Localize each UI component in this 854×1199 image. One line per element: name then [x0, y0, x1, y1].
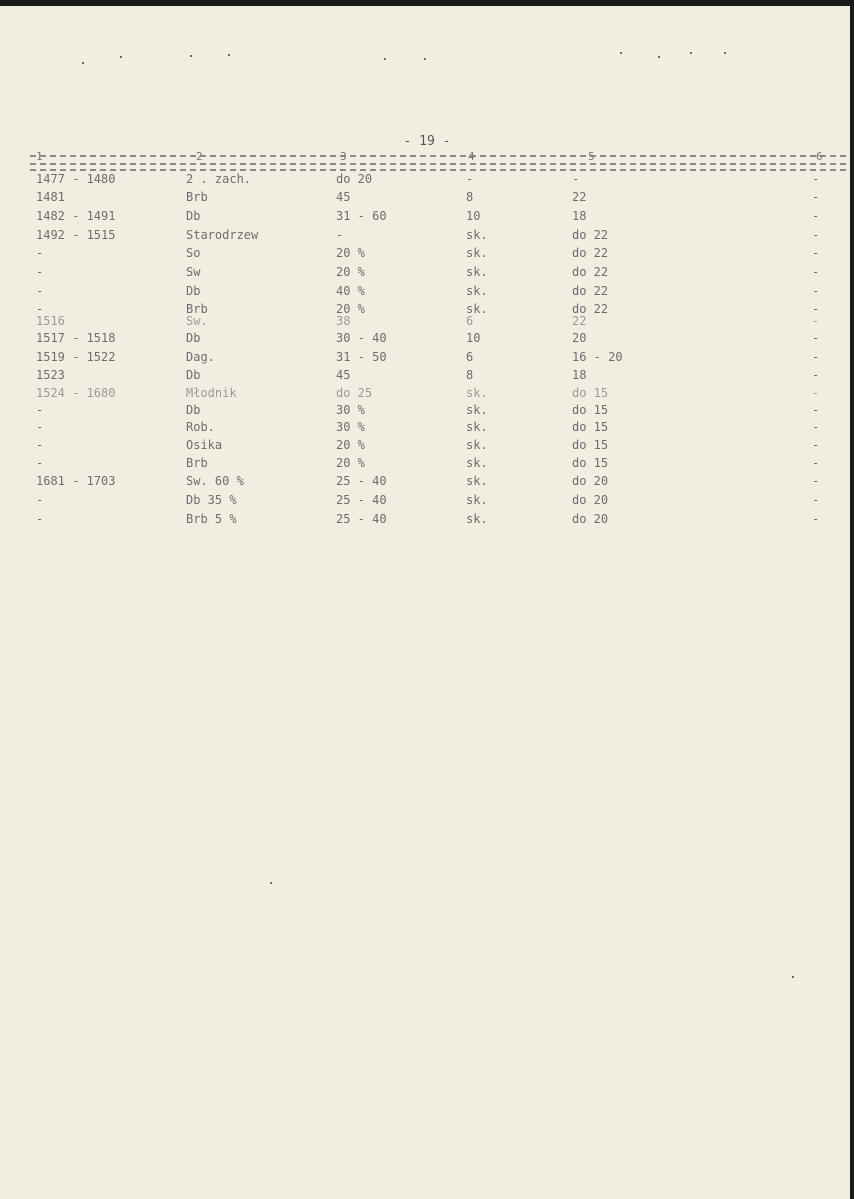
table-cell-col-3: 30 % [336, 420, 365, 434]
table-row [0, 491, 854, 509]
table-cell-col-1: 1524 - 1680 [36, 386, 116, 400]
table-cell-col-2: Dag. [186, 350, 215, 364]
table-cell-col-2: Db [186, 403, 201, 417]
table-row [0, 188, 854, 206]
scan-speck [424, 58, 426, 60]
table-cell-col-2: Brb [186, 302, 208, 316]
table-cell-col-6: - [812, 314, 820, 328]
table-cell-col-5: 22 [572, 314, 587, 328]
table-cell-col-2: Starodrzew [186, 228, 259, 242]
table-row [0, 282, 854, 300]
table-cell-col-6: - [812, 403, 820, 417]
table-cell-col-1: - [36, 438, 44, 452]
table-cell-col-6: - [812, 438, 820, 452]
table-cell-col-4: 8 [466, 368, 474, 382]
table-cell-col-6: - [812, 265, 820, 279]
table-cell-col-6: - [812, 420, 820, 434]
scan-speck [792, 976, 794, 978]
table-cell-col-6: - [812, 368, 820, 382]
table-row [0, 384, 854, 402]
table-cell-col-6: - [812, 512, 820, 526]
table-row [0, 418, 854, 436]
table-cell-col-3: 20 % [336, 302, 365, 316]
table-row [0, 348, 854, 366]
table-row [0, 510, 854, 528]
table-row [0, 263, 854, 281]
table-cell-col-3: 45 [336, 368, 351, 382]
table-cell-col-5: do 15 [572, 456, 609, 470]
table-cell-col-4: sk. [466, 265, 488, 279]
table-cell-col-5: do 22 [572, 228, 609, 242]
table-cell-col-5: do 15 [572, 403, 609, 417]
table-cell-col-3: 20 % [336, 456, 365, 470]
table-cell-col-1: - [36, 246, 44, 260]
table-cell-col-2: Rob. [186, 420, 215, 434]
table-cell-col-3: 38 [336, 314, 351, 328]
table-cell-col-6: - [812, 302, 820, 316]
table-cell-col-6: - [812, 456, 820, 470]
table-row [0, 401, 854, 419]
table-row [0, 454, 854, 472]
table-cell-col-6: - [812, 172, 820, 186]
table-cell-col-5: do 22 [572, 265, 609, 279]
table-cell-col-3: 31 - 60 [336, 209, 387, 223]
table-cell-col-5: do 20 [572, 493, 609, 507]
table-row [0, 226, 854, 244]
column-header-6: 6 [816, 150, 823, 163]
table-cell-col-3: 30 - 40 [336, 331, 387, 345]
table-cell-col-6: - [812, 493, 820, 507]
table-cell-col-2: Sw. 60 % [186, 474, 244, 488]
table-cell-col-3: 20 % [336, 246, 365, 260]
table-cell-col-1: 1477 - 1480 [36, 172, 116, 186]
table-cell-col-4: sk. [466, 403, 488, 417]
scan-speck [120, 56, 122, 58]
table-cell-col-3: 31 - 50 [336, 350, 387, 364]
header-rule-middle [30, 163, 846, 165]
table-cell-col-3: 20 % [336, 265, 365, 279]
table-cell-col-5: 18 [572, 209, 587, 223]
table-cell-col-3: do 25 [336, 386, 373, 400]
table-cell-col-2: Brb [186, 190, 208, 204]
table-cell-col-4: sk. [466, 420, 488, 434]
table-cell-col-3: 20 % [336, 438, 365, 452]
table-cell-col-6: - [812, 228, 820, 242]
table-cell-col-4: sk. [466, 438, 488, 452]
column-header-3: 3 [340, 150, 347, 163]
table-cell-col-5: do 22 [572, 284, 609, 298]
table-cell-col-1: - [36, 302, 44, 316]
table-cell-col-2: Sw. [186, 314, 208, 328]
table-cell-col-1: 1523 [36, 368, 65, 382]
table-cell-col-3: 25 - 40 [336, 493, 387, 507]
table-row [0, 436, 854, 454]
table-row [0, 329, 854, 347]
table-cell-col-5: 16 - 20 [572, 350, 623, 364]
table-cell-col-4: 10 [466, 331, 481, 345]
table-cell-col-2: Sw [186, 265, 201, 279]
table-cell-col-6: - [812, 284, 820, 298]
table-cell-col-1: 1481 [36, 190, 65, 204]
scan-speck [190, 55, 192, 57]
table-cell-col-4: sk. [466, 302, 488, 316]
table-cell-col-1: - [36, 420, 44, 434]
table-row [0, 472, 854, 490]
table-cell-col-1: 1517 - 1518 [36, 331, 116, 345]
table-cell-col-4: sk. [466, 456, 488, 470]
table-cell-col-5: 18 [572, 368, 587, 382]
table-cell-col-2: Młodnik [186, 386, 237, 400]
table-cell-col-5: do 20 [572, 474, 609, 488]
table-cell-col-6: - [812, 331, 820, 345]
table-cell-col-6: - [812, 209, 820, 223]
table-cell-col-1: - [36, 512, 44, 526]
table-cell-col-6: - [812, 474, 820, 488]
column-header-4: 4 [468, 150, 475, 163]
table-cell-col-5: 22 [572, 190, 587, 204]
table-cell-col-6: - [812, 246, 820, 260]
table-cell-col-5: do 15 [572, 386, 609, 400]
table-cell-col-4: sk. [466, 246, 488, 260]
page-number: - 19 - [403, 134, 451, 149]
table-cell-col-1: - [36, 493, 44, 507]
table-cell-col-5: do 22 [572, 246, 609, 260]
table-cell-col-6: - [812, 350, 820, 364]
table-cell-col-1: 1519 - 1522 [36, 350, 116, 364]
table-cell-col-4: - [466, 172, 474, 186]
table-cell-col-1: 1482 - 1491 [36, 209, 116, 223]
table-cell-col-3: 25 - 40 [336, 474, 387, 488]
table-cell-col-4: sk. [466, 386, 488, 400]
table-cell-col-4: 8 [466, 190, 474, 204]
table-cell-col-1: 1681 - 1703 [36, 474, 116, 488]
table-row [0, 207, 854, 225]
table-cell-col-1: - [36, 403, 44, 417]
column-header-2: 2 [196, 150, 203, 163]
table-cell-col-5: do 15 [572, 438, 609, 452]
table-cell-col-4: 10 [466, 209, 481, 223]
table-cell-col-2: 2 . zach. [186, 172, 252, 186]
table-cell-col-2: Db [186, 331, 201, 345]
table-cell-col-3: 30 % [336, 403, 365, 417]
table-cell-col-2: So [186, 246, 201, 260]
table-cell-col-2: Db 35 % [186, 493, 237, 507]
table-cell-col-5: - [572, 172, 580, 186]
table-row [0, 312, 854, 330]
table-cell-col-1: 1492 - 1515 [36, 228, 116, 242]
table-cell-col-4: sk. [466, 284, 488, 298]
table-cell-col-4: sk. [466, 493, 488, 507]
table-row [0, 366, 854, 384]
table-cell-col-6: - [812, 190, 820, 204]
scan-speck [384, 58, 386, 60]
table-cell-col-4: 6 [466, 350, 474, 364]
table-cell-col-1: - [36, 456, 44, 470]
scan-speck [724, 52, 726, 54]
table-cell-col-4: 6 [466, 314, 474, 328]
scan-speck [658, 56, 660, 58]
table-cell-col-5: do 20 [572, 512, 609, 526]
table-cell-col-1: - [36, 265, 44, 279]
scan-speck [620, 52, 622, 54]
table-cell-col-5: 20 [572, 331, 587, 345]
table-cell-col-1: - [36, 284, 44, 298]
scan-speck [270, 882, 272, 884]
table-cell-col-2: Brb 5 % [186, 512, 237, 526]
table-cell-col-2: Brb [186, 456, 208, 470]
table-cell-col-2: Db [186, 209, 201, 223]
table-row [0, 170, 854, 188]
table-cell-col-2: Db [186, 284, 201, 298]
table-row [0, 244, 854, 262]
table-cell-col-3: do 20 [336, 172, 373, 186]
column-header-1: 1 [36, 150, 43, 163]
table-cell-col-3: 40 % [336, 284, 365, 298]
column-header-5: 5 [588, 150, 595, 163]
scan-speck [690, 52, 692, 54]
scan-speck [82, 62, 84, 64]
table-cell-col-1: 1516 [36, 314, 65, 328]
table-cell-col-2: Osika [186, 438, 223, 452]
table-cell-col-3: 25 - 40 [336, 512, 387, 526]
table-cell-col-3: 45 [336, 190, 351, 204]
table-cell-col-6: - [812, 386, 820, 400]
table-cell-col-2: Db [186, 368, 201, 382]
scan-speck [228, 54, 230, 56]
table-cell-col-4: sk. [466, 474, 488, 488]
table-cell-col-3: - [336, 228, 344, 242]
table-cell-col-5: do 15 [572, 420, 609, 434]
table-cell-col-4: sk. [466, 512, 488, 526]
table-cell-col-4: sk. [466, 228, 488, 242]
table-cell-col-5: do 22 [572, 302, 609, 316]
header-rule-top [30, 155, 846, 157]
